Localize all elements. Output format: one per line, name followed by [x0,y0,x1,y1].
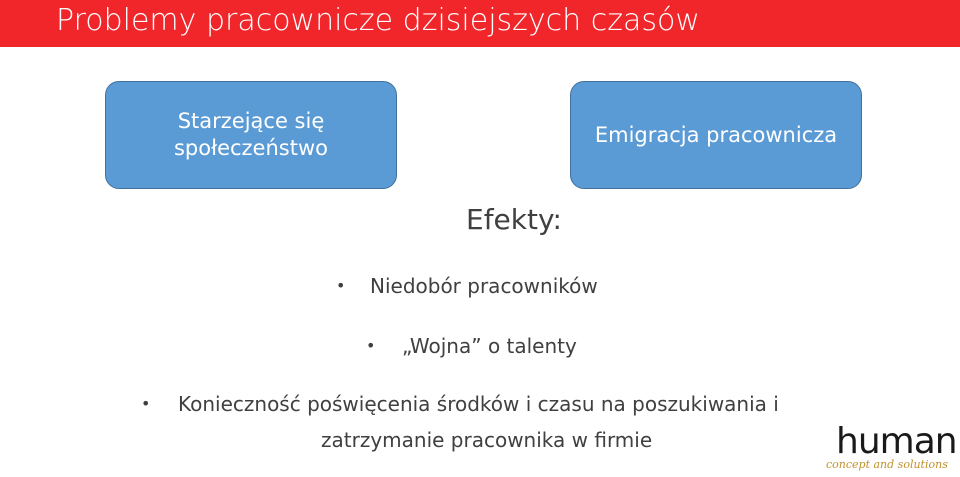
effects-heading: Efekty: [466,203,562,236]
bullet-dot: • [336,276,346,295]
title-bar [0,0,960,47]
bullet-dot: • [141,394,151,413]
bullet-dot: • [366,336,376,355]
human-logo [826,422,956,474]
bullet-labor-shortage-text: Niedobór pracowników [370,274,598,298]
aging-society-line1: Starzejące się [177,109,325,133]
aging-society-box [105,81,397,189]
bullet-war-for-talent-text: „Wojna” o talenty [402,334,577,358]
aging-society-line2: społeczeństwo [173,136,328,160]
bullet-resources-line1: Konieczność poświęcenia środków i czasu na poszukiwania i [178,392,779,416]
bullet-resources-needed [141,389,841,459]
emigration-box [570,81,862,189]
emigration-label: Emigracja pracownicza [594,122,838,147]
logo-tagline: concept and solutions [826,458,948,471]
bullet-resources-line2: zatrzymanie pracownika w firmie [321,428,653,452]
logo-wordmark: human [836,421,957,462]
slide-title: Problemy pracownicze dzisiejszych czasów [56,3,700,38]
